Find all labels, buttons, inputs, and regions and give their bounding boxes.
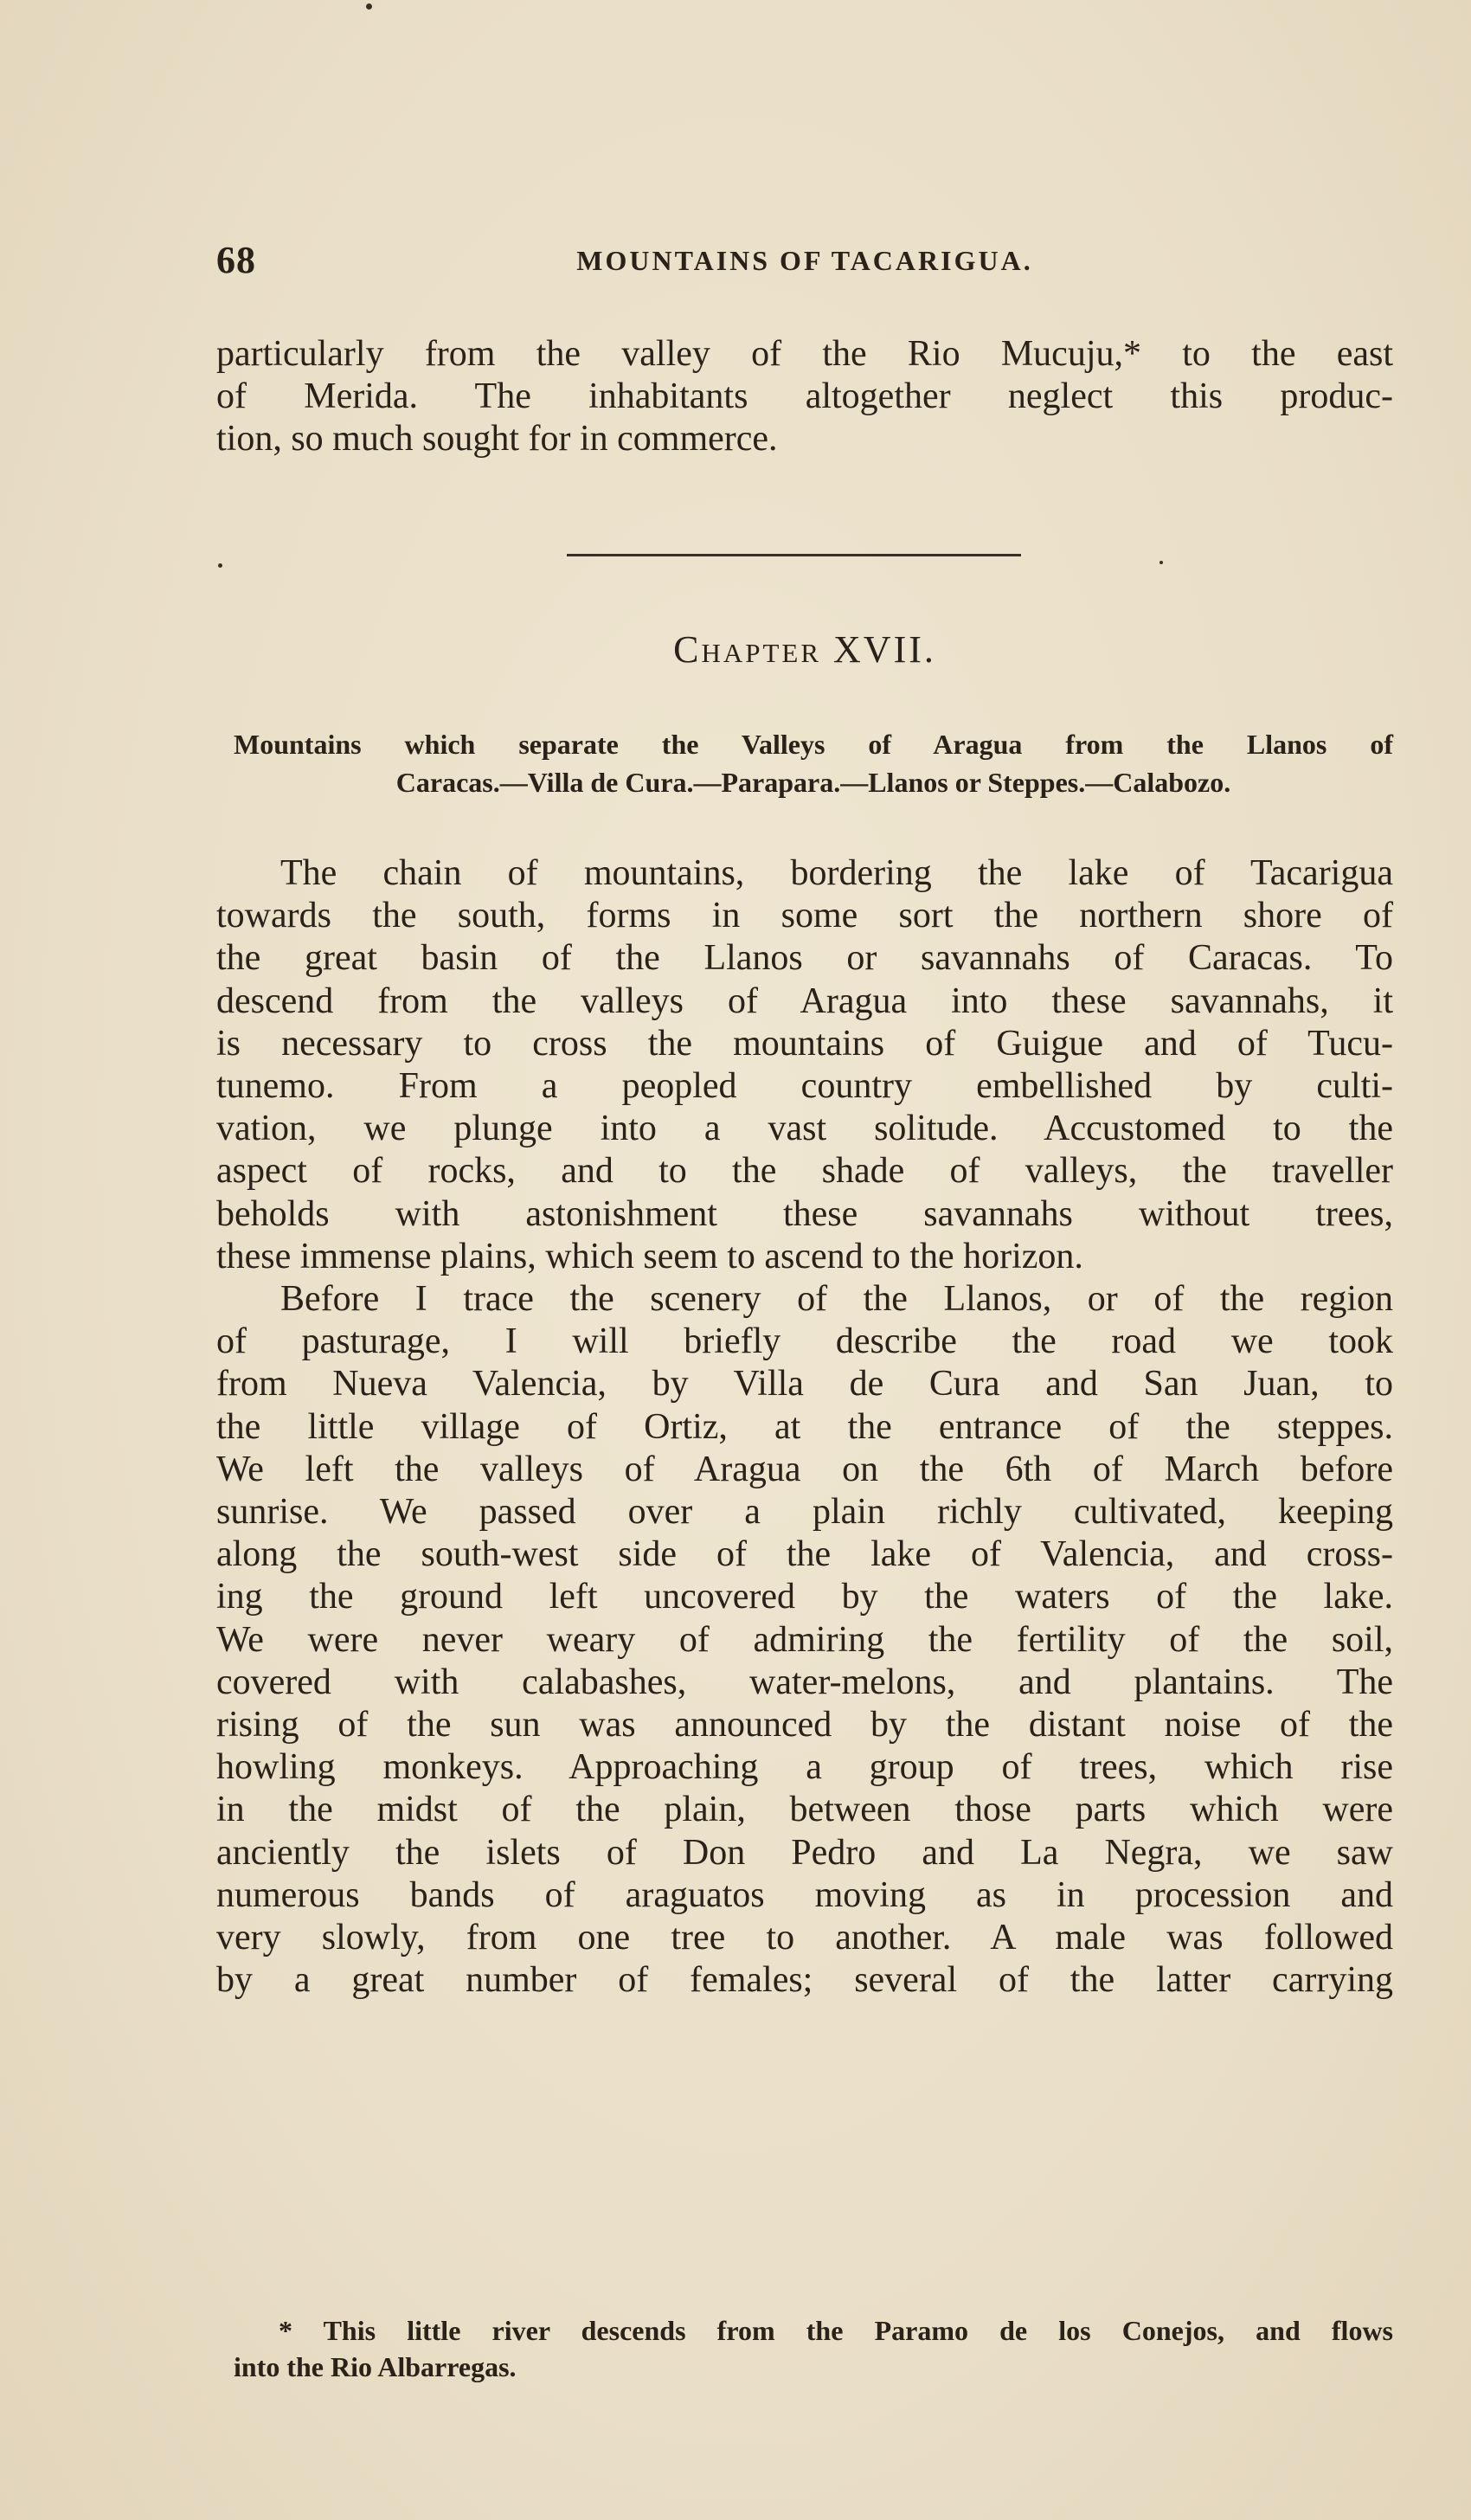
text-line: by a great number of females; several of the latter carrying	[216, 1960, 1393, 2001]
text-line: numerous bands of araguatos moving as in procession and	[216, 1874, 1393, 1915]
text-line: of pasturage, I will briefly describe the road we took	[216, 1321, 1393, 1362]
text-line: We left the valleys of Aragua on the 6th of March before	[216, 1449, 1393, 1489]
text-line: towards the south, forms in some sort the northern shore of	[216, 896, 1393, 936]
text-line: ing the ground left uncovered by the waters of the lake.	[216, 1577, 1393, 1617]
text-line: aspect of rocks, and to the shade of valleys, the traveller	[216, 1151, 1393, 1192]
text-line: vation, we plunge into a vast solitude. Accustomed to the	[216, 1109, 1393, 1149]
ink-speck	[218, 563, 222, 568]
text-line: tion, so much sought for in commerce.	[216, 419, 778, 460]
footnote	[234, 2312, 1393, 2385]
text-line: tunemo. From a peopled country embellished by culti-	[216, 1066, 1393, 1107]
text-line: descend from the valleys of Aragua into these savannahs, it	[216, 980, 1393, 1021]
text-line: sunrise. We passed over a plain richly cultivated, keeping	[216, 1492, 1393, 1533]
text-line: rising of the sun was announced by the distant noise of the	[216, 1705, 1393, 1745]
text-line: from Nueva Valencia, by Villa de Cura and San Juan, to	[216, 1364, 1393, 1405]
summary-line: Mountains which separate the Valleys of Aragua from the Llanos of	[234, 729, 1393, 760]
page-header	[216, 238, 1393, 290]
text-line: beholds with astonishment these savannahs without trees,	[216, 1193, 1393, 1234]
footnote-line: into the Rio Albarregas.	[234, 2351, 517, 2382]
text-line: The chain of mountains, bordering the lake of Tacarigua	[280, 853, 1393, 893]
text-line: is necessary to cross the mountains of Guigue and of Tucu-	[216, 1023, 1393, 1064]
continued-paragraph	[216, 333, 1393, 461]
text-line: very slowly, from one tree to another. A male was followed	[216, 1918, 1393, 1958]
running-title: MOUNTAINS OF TACARIGUA.	[576, 245, 1033, 276]
chapter-summary	[234, 725, 1393, 801]
chapter-heading: Chapter XVII.	[673, 628, 936, 671]
text-line: covered with calabashes, water-melons, and plantains. The	[216, 1662, 1393, 1702]
text-line: these immense plains, which seem to ascend to the horizon.	[216, 1236, 1083, 1276]
text-line: Before I trace the scenery of the Llanos, or of the region	[280, 1279, 1393, 1320]
text-line: the little village of Ortiz, at the entrance of the steppes.	[216, 1406, 1393, 1447]
text-line: howling monkeys. Approaching a group of trees, which rise	[216, 1747, 1393, 1788]
text-line: in the midst of the plain, between those parts which were	[216, 1790, 1393, 1830]
summary-line: Caracas.—Villa de Cura.—Parapara.—Llanos or Steppes.—Calabozo.	[395, 767, 1231, 798]
text-line: along the south-west side of the lake of Valencia, and cross-	[216, 1534, 1393, 1575]
text-line: of Merida. The inhabitants altogether neglect this produc-	[216, 376, 1393, 417]
text-line: anciently the islets of Don Pedro and La Negra, we saw	[216, 1832, 1393, 1873]
text-line: particularly from the valley of the Rio Mucuju,* to the east	[216, 334, 1393, 374]
ink-speck	[366, 3, 372, 10]
text-line: the great basin of the Llanos or savannahs of Caracas. To	[216, 938, 1393, 979]
chapter-body	[216, 852, 1393, 2002]
page-number: 68	[216, 239, 256, 281]
text-line: We were never weary of admiring the fertility of the soil,	[216, 1619, 1393, 1660]
footnote-line: * This little river descends from the Paramo de los Conejos, and flows	[279, 2315, 1393, 2346]
ink-speck	[1159, 561, 1163, 564]
section-divider	[567, 554, 1021, 556]
